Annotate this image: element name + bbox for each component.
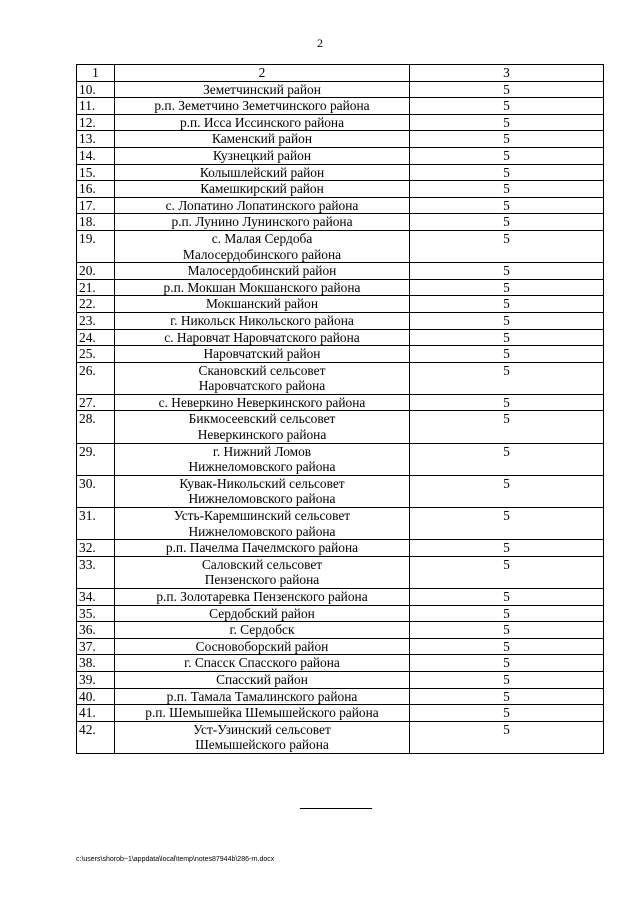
row-value: 5 — [410, 81, 604, 98]
row-number: 42. — [77, 721, 115, 753]
table-row — [77, 181, 604, 198]
row-name: Усть-Каремшинский сельсовет Нижнеломовского района — [115, 508, 410, 540]
row-number: 15. — [77, 164, 115, 181]
row-name: Сердобский район — [115, 605, 410, 622]
row-number: 36. — [77, 622, 115, 639]
row-name: р.п. Исса Иссинского района — [115, 114, 410, 131]
row-number: 37. — [77, 638, 115, 655]
table-row — [77, 705, 604, 722]
row-name: с. Наровчат Наровчатского района — [115, 329, 410, 346]
table-row — [77, 622, 604, 639]
row-value: 5 — [410, 181, 604, 198]
row-name: Малосердобинский район — [115, 263, 410, 280]
row-value: 5 — [410, 131, 604, 148]
page-number: 2 — [317, 36, 323, 50]
row-number: 25. — [77, 346, 115, 363]
row-value: 5 — [410, 362, 604, 394]
row-name: Каменский район — [115, 131, 410, 148]
row-name: Кувак-Никольский сельсовет Нижнеломовского района — [115, 475, 410, 507]
row-number: 29. — [77, 443, 115, 475]
table-row — [77, 81, 604, 98]
table-row — [77, 638, 604, 655]
table-row — [77, 329, 604, 346]
row-number: 21. — [77, 279, 115, 296]
row-name: г. Сердобск — [115, 622, 410, 639]
row-value: 5 — [410, 147, 604, 164]
row-number: 11. — [77, 98, 115, 115]
row-name: Сосновоборский район — [115, 638, 410, 655]
row-name: р.п. Тамала Тамалинского района — [115, 688, 410, 705]
table-row — [77, 655, 604, 672]
row-value: 5 — [410, 312, 604, 329]
row-value: 5 — [410, 263, 604, 280]
row-value: 5 — [410, 721, 604, 753]
row-name: Наровчатский район — [115, 346, 410, 363]
table-row — [77, 164, 604, 181]
table-row — [77, 605, 604, 622]
row-value: 5 — [410, 443, 604, 475]
row-number: 33. — [77, 556, 115, 588]
row-value: 5 — [410, 114, 604, 131]
row-name: Спасский район — [115, 671, 410, 688]
table-row — [77, 362, 604, 394]
table-row — [77, 589, 604, 606]
table-row — [77, 197, 604, 214]
table-row — [77, 263, 604, 280]
row-number: 10. — [77, 81, 115, 98]
row-number: 12. — [77, 114, 115, 131]
row-number: 32. — [77, 540, 115, 557]
districts-table — [76, 64, 604, 754]
row-value: 5 — [410, 346, 604, 363]
row-value: 5 — [410, 197, 604, 214]
row-number: 17. — [77, 197, 115, 214]
row-number: 38. — [77, 655, 115, 672]
row-value: 5 — [410, 296, 604, 313]
table-header-row — [77, 65, 604, 82]
row-number: 20. — [77, 263, 115, 280]
row-number: 16. — [77, 181, 115, 198]
table-row — [77, 312, 604, 329]
row-value: 5 — [410, 164, 604, 181]
row-number: 13. — [77, 131, 115, 148]
table-row — [77, 721, 604, 753]
table-row — [77, 346, 604, 363]
row-number: 28. — [77, 411, 115, 443]
row-name: с. Лопатино Лопатинского района — [115, 197, 410, 214]
header-col-3: 3 — [410, 65, 604, 82]
row-number: 34. — [77, 589, 115, 606]
row-number: 31. — [77, 508, 115, 540]
table-row — [77, 114, 604, 131]
row-value: 5 — [410, 508, 604, 540]
header-col-2: 2 — [115, 65, 410, 82]
row-name: Мокшанский район — [115, 296, 410, 313]
signature-line — [300, 808, 372, 809]
row-value: 5 — [410, 329, 604, 346]
table-row — [77, 296, 604, 313]
row-name: с. Малая Сердоба Малосердобинского района — [115, 230, 410, 262]
row-number: 39. — [77, 671, 115, 688]
row-value: 5 — [410, 556, 604, 588]
row-value: 5 — [410, 475, 604, 507]
row-name: Земетчинский район — [115, 81, 410, 98]
row-value: 5 — [410, 671, 604, 688]
footer-file-path: c:\users\shorob~1\appdata\local\temp\notes87944b\286-rn.docx — [76, 856, 275, 863]
row-name: Скановский сельсовет Наровчатского района — [115, 362, 410, 394]
row-number: 35. — [77, 605, 115, 622]
table-row — [77, 131, 604, 148]
row-number: 14. — [77, 147, 115, 164]
row-name: Уст-Узинский сельсовет Шемышейского района — [115, 721, 410, 753]
row-name: г. Спасск Спасского района — [115, 655, 410, 672]
row-name: Бикмосеевский сельсовет Неверкинского района — [115, 411, 410, 443]
table-row — [77, 411, 604, 443]
row-value: 5 — [410, 411, 604, 443]
row-value: 5 — [410, 540, 604, 557]
table-row — [77, 230, 604, 262]
row-value: 5 — [410, 638, 604, 655]
row-value: 5 — [410, 214, 604, 231]
row-name: г. Никольск Никольского района — [115, 312, 410, 329]
row-name: р.п. Шемышейка Шемышейского района — [115, 705, 410, 722]
row-number: 24. — [77, 329, 115, 346]
table-row — [77, 394, 604, 411]
table-row — [77, 98, 604, 115]
row-number: 27. — [77, 394, 115, 411]
row-value: 5 — [410, 705, 604, 722]
row-name: Камешкирский район — [115, 181, 410, 198]
table-row — [77, 688, 604, 705]
table-row — [77, 214, 604, 231]
row-value: 5 — [410, 98, 604, 115]
table-row — [77, 508, 604, 540]
row-name: г. Нижний Ломов Нижнеломовского района — [115, 443, 410, 475]
row-name: р.п. Мокшан Мокшанского района — [115, 279, 410, 296]
row-value: 5 — [410, 688, 604, 705]
row-number: 23. — [77, 312, 115, 329]
table-row — [77, 671, 604, 688]
row-number: 18. — [77, 214, 115, 231]
row-name: р.п. Лунино Лунинского района — [115, 214, 410, 231]
table-row — [77, 556, 604, 588]
table-row — [77, 279, 604, 296]
row-value: 5 — [410, 589, 604, 606]
row-name: р.п. Пачелма Пачелмского района — [115, 540, 410, 557]
row-value: 5 — [410, 622, 604, 639]
row-number: 30. — [77, 475, 115, 507]
row-value: 5 — [410, 655, 604, 672]
table-row — [77, 443, 604, 475]
row-number: 19. — [77, 230, 115, 262]
row-number: 40. — [77, 688, 115, 705]
row-value: 5 — [410, 394, 604, 411]
row-value: 5 — [410, 605, 604, 622]
row-name: р.п. Земетчино Земетчинского района — [115, 98, 410, 115]
row-name: Кузнецкий район — [115, 147, 410, 164]
row-value: 5 — [410, 230, 604, 262]
row-value: 5 — [410, 279, 604, 296]
row-name: Саловский сельсовет Пензенского района — [115, 556, 410, 588]
row-number: 41. — [77, 705, 115, 722]
header-col-1: 1 — [77, 65, 115, 82]
table-row — [77, 475, 604, 507]
row-number: 26. — [77, 362, 115, 394]
table-row — [77, 147, 604, 164]
row-name: Колышлейский район — [115, 164, 410, 181]
row-number: 22. — [77, 296, 115, 313]
row-name: с. Неверкино Неверкинского района — [115, 394, 410, 411]
row-name: р.п. Золотаревка Пензенского района — [115, 589, 410, 606]
table-row — [77, 540, 604, 557]
